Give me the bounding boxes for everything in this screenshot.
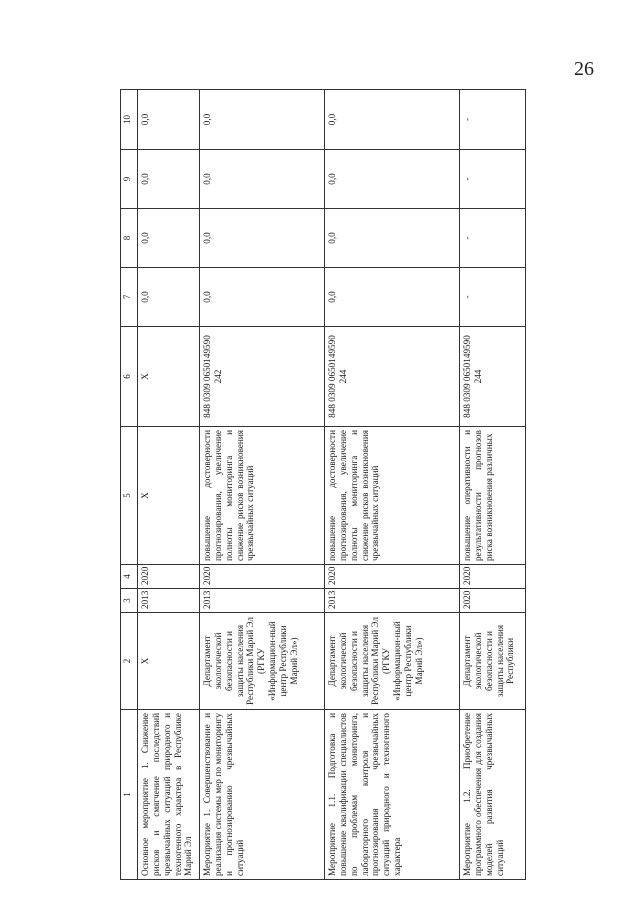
activity-name: Мероприятие 1.1. Подготовка и повышение квалификации специалистов по проблемам мониторинга, лабораторного контроля и прогнозирования чрезвычайных ситуаций природного и техногенного характера: [325, 710, 460, 880]
start-year: 2013: [200, 589, 325, 613]
activity-name: Мероприятие 1. Совершенствование и реализация системы мер по мониторингу и прогнозированию чрезвычайных ситуаций: [200, 710, 325, 880]
budget-code: 848 0309 0650149590 244: [325, 327, 460, 427]
budget-code: X: [138, 327, 200, 427]
amount-cell: 0,0: [325, 150, 460, 209]
amount-cell: -: [460, 268, 526, 327]
column-header: 5: [121, 427, 138, 565]
amount-cell: 0,0: [138, 209, 200, 268]
column-header: 4: [121, 565, 138, 589]
table-header-row: [121, 90, 138, 880]
amount-cell: 0,0: [200, 150, 325, 209]
start-year: 2013: [138, 589, 200, 613]
column-header: 9: [121, 150, 138, 209]
table-row: [200, 90, 325, 880]
end-year: 2020: [325, 565, 460, 589]
table-row: [138, 90, 200, 880]
column-header: 3: [121, 589, 138, 613]
end-year: 2020: [138, 565, 200, 589]
program-activities-table: [120, 89, 526, 880]
executor: X: [138, 613, 200, 710]
activity-name: Основное мероприятие 1. Снижение рисков и смягчение последствий чрезвычайных ситуаций природного и техногенного характера в Республике Марий Эл: [138, 710, 200, 880]
column-header: 1: [121, 710, 138, 880]
executor: Департамент экологической безопасности и защиты населения Республики Марий Эл (РГКУ «Информацион-ный центр Республики Марий Эл»): [200, 613, 325, 710]
budget-code: 848 0309 0650149590 244: [460, 327, 526, 427]
amount-cell: -: [460, 90, 526, 150]
amount-cell: 0,0: [325, 268, 460, 327]
budget-code: 848 0309 0650149590 242: [200, 327, 325, 427]
column-header: 2: [121, 613, 138, 710]
column-header: 6: [121, 327, 138, 427]
amount-cell: -: [460, 150, 526, 209]
column-header: 10: [121, 90, 138, 150]
column-header: 8: [121, 209, 138, 268]
page-number: 26: [574, 58, 594, 80]
amount-cell: 0,0: [325, 209, 460, 268]
expected-result: повышение оперативности и результативности прогнозов риска возникновения различных: [460, 427, 526, 565]
column-header: 7: [121, 268, 138, 327]
table-row: [325, 90, 460, 880]
amount-cell: 0,0: [138, 90, 200, 150]
amount-cell: 0,0: [325, 90, 460, 150]
executor: Департамент экологической безопасности и защиты населения Республики Марий Эл (РГКУ «Информацион-ный центр Республики Марий Эл»): [325, 613, 460, 710]
end-year: 2020: [200, 565, 325, 589]
table-row: [460, 90, 526, 880]
executor: Департамент экологической безопасности и защиты населения Республики: [460, 613, 526, 710]
expected-result: повышение достоверности прогнозирования, увеличение полноты мониторинга и снижение рисков возникновения чрезвычайных ситуаций: [325, 427, 460, 565]
start-year: 2020: [460, 589, 526, 613]
amount-cell: 0,0: [138, 150, 200, 209]
amount-cell: 0,0: [138, 268, 200, 327]
amount-cell: -: [460, 209, 526, 268]
amount-cell: 0,0: [200, 209, 325, 268]
expected-result: повышение достоверности прогнозирования, увеличение полноты мониторинга и снижение рисков возникновения чрезвычайных ситуаций: [200, 427, 325, 565]
rotated-table-container: [120, 90, 525, 880]
amount-cell: 0,0: [200, 268, 325, 327]
amount-cell: 0,0: [200, 90, 325, 150]
start-year: 2013: [325, 589, 460, 613]
activity-name: Мероприятие 1.2. Приобретение программного обеспечения для создания моделей развития чрезвычайных ситуаций: [460, 710, 526, 880]
expected-result: X: [138, 427, 200, 565]
end-year: 2020: [460, 565, 526, 589]
